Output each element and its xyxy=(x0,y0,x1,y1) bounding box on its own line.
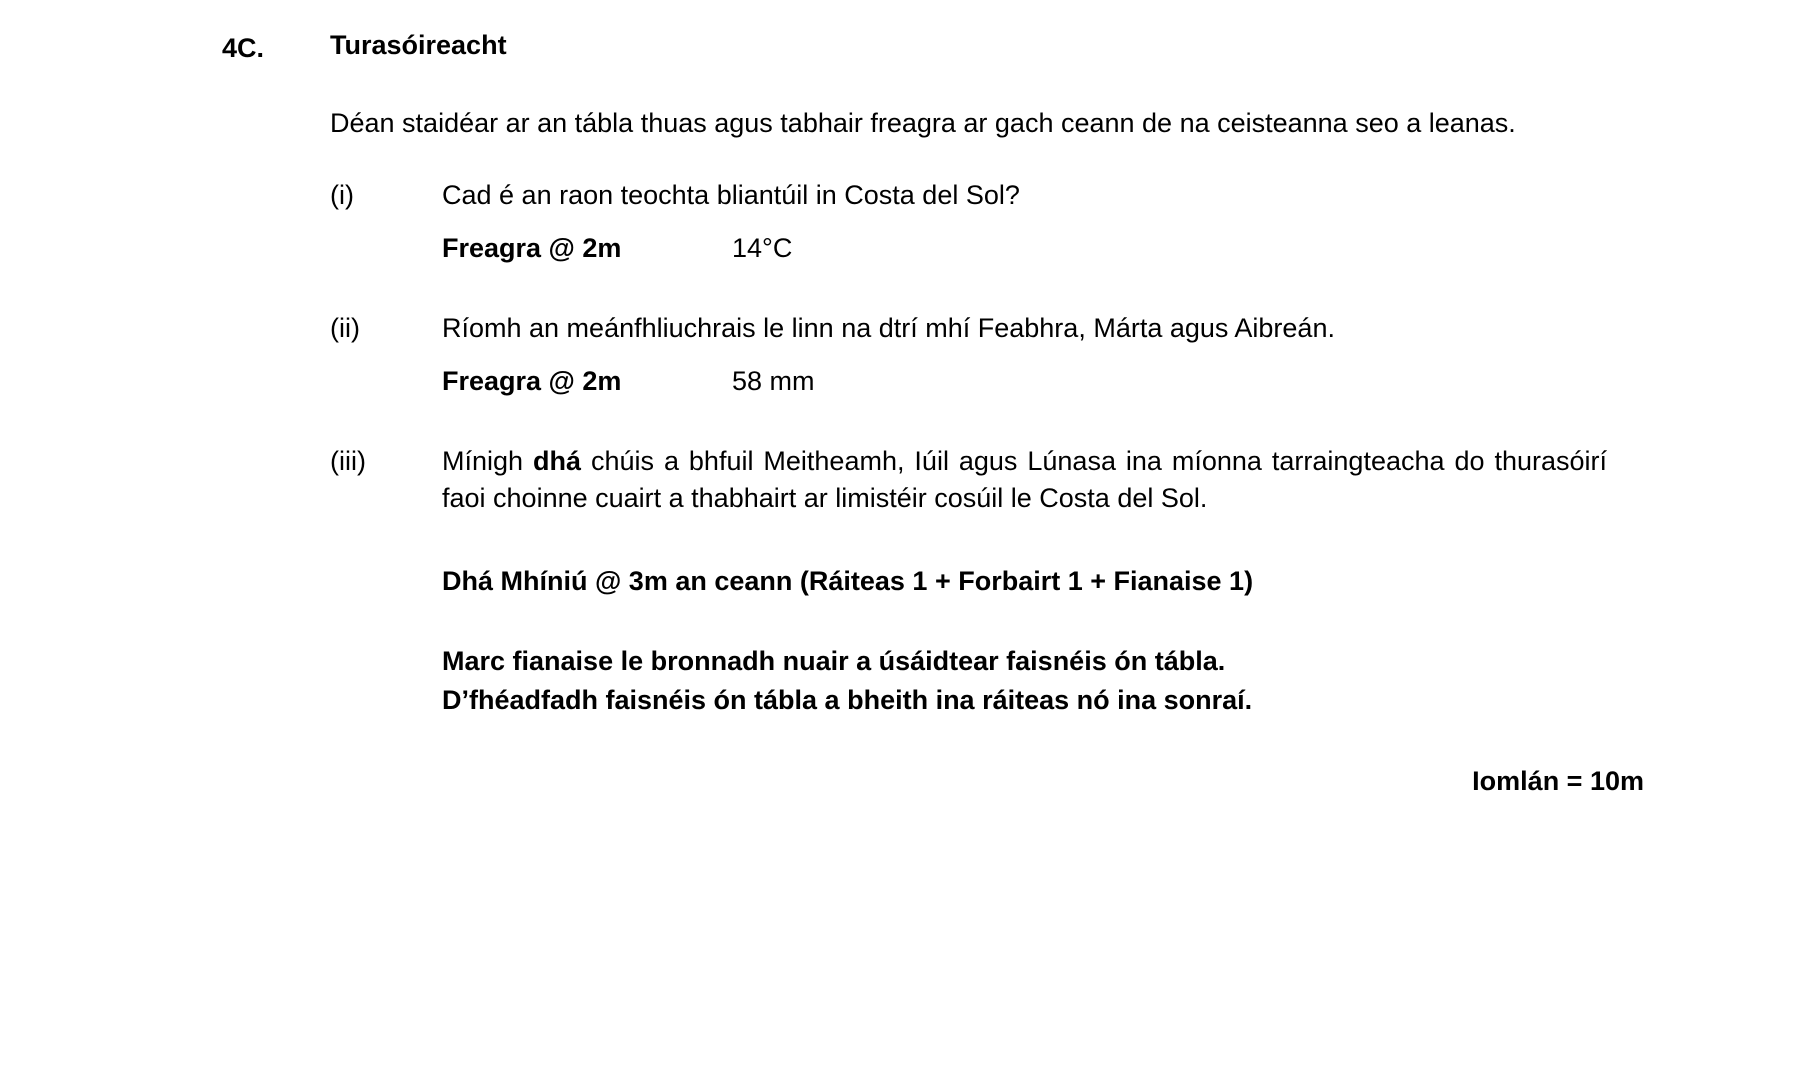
intro-paragraph: Déan staidéar ar an tábla thuas agus tabhair freagra ar gach ceann de na ceisteanna seo a leanas. xyxy=(330,108,1516,139)
question-part-iii xyxy=(330,443,1819,519)
total-marks: Iomlán = 10m xyxy=(1472,766,1644,797)
answer-value-ii: 58 mm xyxy=(732,365,815,396)
part-marker-ii: (ii) xyxy=(330,312,360,343)
answer-label-ii: Freagra @ 2m xyxy=(442,365,622,396)
part-text-ii: Ríomh an meánfhliuchrais le linn na dtrí mhí Feabhra, Márta agus Aibreán. xyxy=(442,312,1335,343)
question-number: 4C. xyxy=(222,33,265,63)
answer-label-i: Freagra @ 2m xyxy=(442,232,622,263)
spacer xyxy=(0,427,1819,443)
part-marker-i: (i) xyxy=(330,180,354,211)
question-heading xyxy=(222,30,1819,67)
part-text-iii-emphasis: dhá xyxy=(533,445,582,476)
marking-scheme-line-2: D’fhéadfadh faisnéis ón tábla a bheith ina ráiteas nó ina sonraí. xyxy=(442,685,1253,716)
answer-row-i xyxy=(442,233,1819,264)
part-marker-iii: (iii) xyxy=(330,445,366,476)
part-text-iii-before: Mínigh xyxy=(442,445,533,476)
answer-value-i: 14°C xyxy=(732,232,793,263)
question-part-ii xyxy=(330,310,1819,348)
question-part-i xyxy=(330,177,1819,215)
marking-scheme-line-1: Marc fianaise le bronnadh nuair a úsáidtear faisnéis ón tábla. xyxy=(442,645,1226,676)
marking-scheme-heading: Dhá Mhíniú @ 3m an ceann (Ráiteas 1 + Forbairt 1 + Fianaise 1) xyxy=(442,566,1254,597)
part-text-iii-after: chúis a bhfuil Meitheamh, Iúil agus Lúnasa ina míonna tarraingteacha do thurasóirí faoi choinne cuairt a thabhairt ar limistéir cosúil le Costa del Sol. xyxy=(442,445,1607,514)
part-text-iii xyxy=(442,443,1607,519)
spacer xyxy=(0,294,1819,310)
page-title: Turasóireacht xyxy=(330,30,507,60)
spacer xyxy=(0,536,1819,562)
answer-row-ii xyxy=(442,366,1819,397)
part-text-i: Cad é an raon teochta bliantúil in Costa del Sol? xyxy=(442,180,1020,211)
